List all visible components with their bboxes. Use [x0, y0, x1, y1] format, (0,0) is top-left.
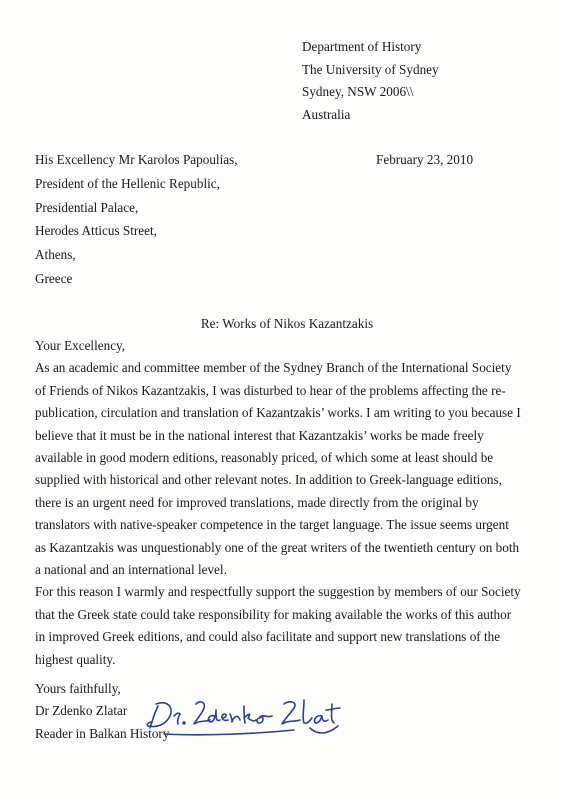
sender-address — [302, 36, 439, 126]
body-line: translators with native-speaker competence in the target language. The issue seems urgent — [35, 517, 509, 533]
body-line: as Kazantzakis was unquestionably one of the great writers of the twentieth century on both — [35, 539, 520, 555]
signatory-name: Dr Zdenko Zlatar — [35, 703, 128, 719]
body-line: a national and an international level. — [35, 562, 227, 578]
valediction: Yours faithfully, — [35, 681, 121, 696]
recipient-line: President of the Hellenic Republic, — [35, 175, 220, 191]
recipient-line: Greece — [35, 270, 73, 286]
body-line: available in good modern editions, reasonably priced, of which some at least should be — [35, 450, 494, 466]
sender-line: Department of History — [302, 39, 422, 54]
recipient-line: Herodes Atticus Street, — [35, 223, 157, 239]
sender-line: Australia — [302, 106, 351, 122]
body-line: that the Greek state could take responsibility for making available the works of this author — [35, 606, 512, 622]
body-line: supplied with historical and other relevant notes. In addition to Greek-language editions, — [35, 472, 502, 488]
letter-date: February 23, 2010 — [376, 152, 474, 167]
sender-line: The University of Sydney — [302, 61, 439, 77]
signatory-title: Reader in Balkan History — [35, 725, 170, 741]
body-line: there is an urgent need for improved translations, made directly from the original by — [35, 494, 479, 510]
subject-line: Re: Works of Nikos Kazantzakis — [200, 316, 374, 331]
salutation: Your Excellency, — [35, 338, 126, 353]
body-line: believe that it must be in the national interest that Kazantzakis’ works be made freely — [35, 427, 484, 443]
body-line: in improved Greek editions, and could also facilitate and support new translations of the — [35, 629, 501, 645]
recipient-line: Athens, — [35, 247, 76, 263]
handwritten-signature — [144, 690, 344, 742]
recipient-line: His Excellency Mr Karolos Papoulias, — [35, 152, 238, 167]
body-line: As an academic and committee member of the Sydney Branch of the International Society — [35, 360, 512, 376]
body-line: For this reason I warmly and respectfully support the suggestion by members of our Society — [35, 584, 521, 600]
letter-body — [35, 335, 525, 671]
body-line: publication, circulation and translation of Kazantzakis’ works. I am writing to you because I — [35, 405, 521, 421]
recipient-address — [35, 148, 238, 291]
recipient-line: Presidential Palace, — [35, 199, 139, 215]
body-line: of Friends of Nikos Kazantzakis, I was disturbed to hear of the problems affecting the re- — [35, 382, 506, 398]
body-line: highest quality. — [35, 651, 116, 667]
sender-line: Sydney, NSW 2006\\ — [302, 84, 414, 99]
